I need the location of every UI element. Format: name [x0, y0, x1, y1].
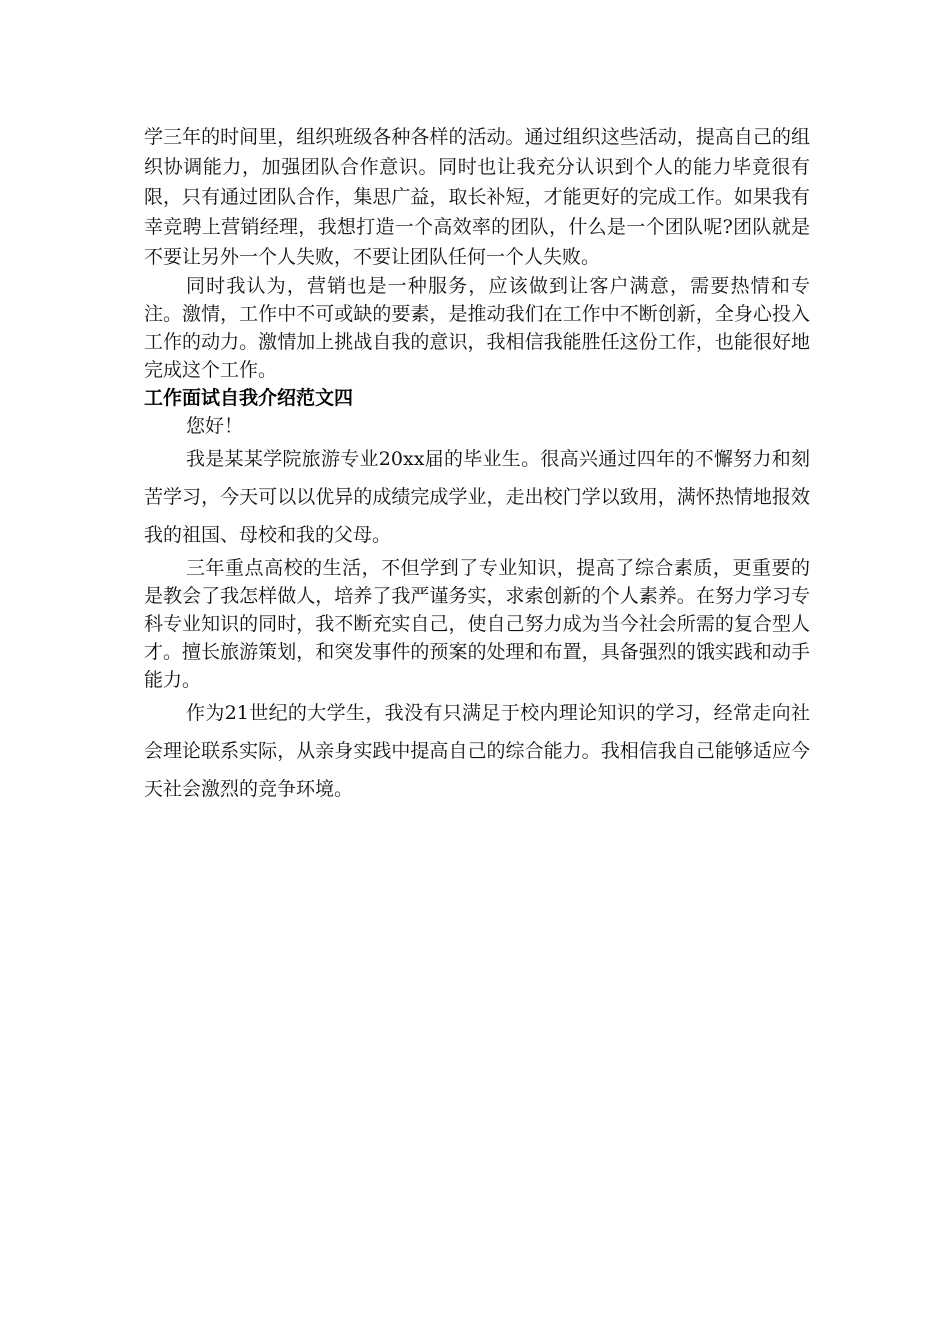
document-body	[144, 122, 810, 808]
paragraph-marketing-service: 同时我认为，营销也是一种服务，应该做到让客户满意，需要热情和专注。激情，工作中不可或缺的要素，是推动我们在工作中不断创新，全身心投入工作的动力。激情加上挑战自我的意识，我相信我能胜任这份工作，也能很好地完成这个工作。	[144, 275, 810, 381]
paragraph-team-work: 学三年的时间里，组织班级各种各样的活动。通过组织这些活动，提高自己的组织协调能力，加强团队合作意识。同时也让我充分认识到个人的能力毕竟很有限，只有通过团队合作，集思广益，取长补短，才能更好的完成工作。如果我有幸竞聘上营销经理，我想打造一个高效率的团队，什么是一个团队呢?团队就是不要让另外一个人失败，不要让团队任何一个人失败。	[144, 126, 810, 268]
paragraph-college-life: 三年重点高校的生活，不但学到了专业知识，提高了综合素质，更重要的是教会了我怎样做人，培养了我严谨务实，求索创新的个人素养。在努力学习专科专业知识的同时，我不断充实自己，使自己努力成为当今社会所需的复合型人才。擅长旅游策划，和突发事件的预案的处理和布置，具备强烈的饿实践和动手能力。	[144, 557, 810, 691]
greeting-line: 您好！	[186, 415, 244, 437]
paragraph-practice: 作为21世纪的大学生，我没有只满足于校内理论知识的学习，经常走向社会理论联系实际，从亲身实践中提高自己的综合能力。我相信我自己能够适应今天社会激烈的竞争环境。	[144, 702, 810, 800]
section-heading: 工作面试自我介绍范文四	[144, 387, 354, 409]
paragraph-graduate-intro: 我是某某学院旅游专业20xx届的毕业生。很高兴通过四年的不懈努力和刻苦学习，今天可以以优异的成绩完成学业，走出校门学以致用，满怀热情地报效我的祖国、母校和我的父母。	[144, 448, 810, 546]
